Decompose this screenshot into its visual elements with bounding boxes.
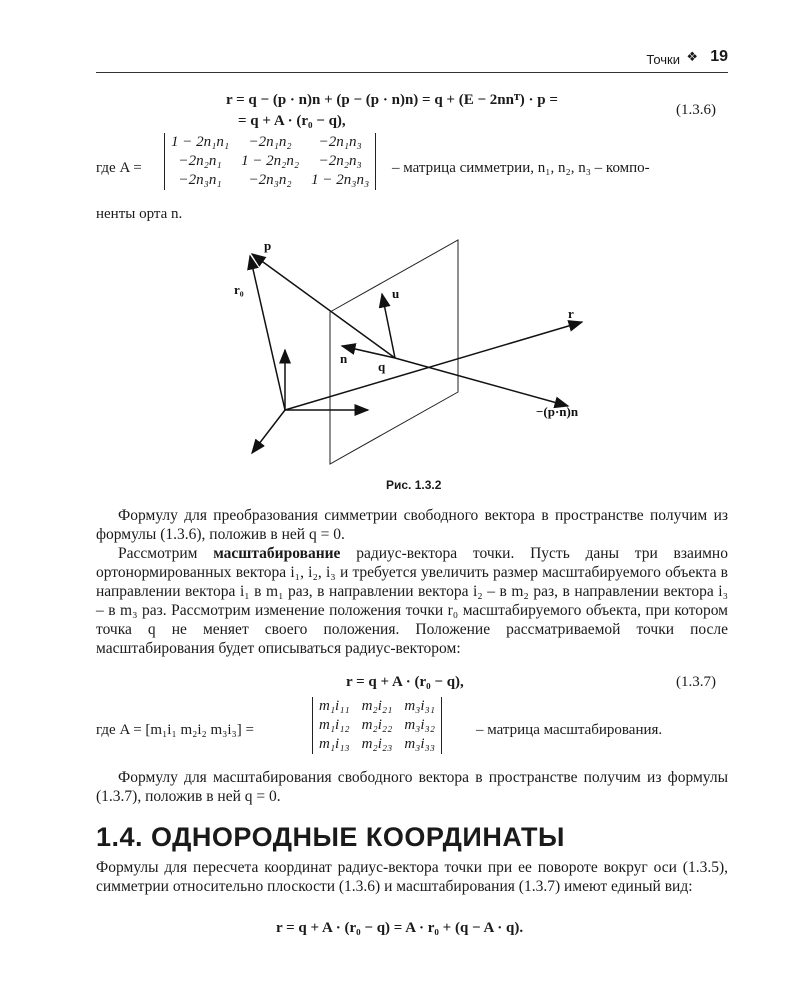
matrix-cell: m₃i₃₃ xyxy=(398,735,441,754)
matrix-cell: −2n₂n₃ xyxy=(305,152,376,171)
matrix-scale-tail: – матрица масштабирования. xyxy=(476,722,663,738)
matrix-row xyxy=(313,697,442,716)
label-q: q xyxy=(378,359,386,374)
matrix-scale-lead: где A = [m₁i₁ m₂i₂ m₃i₃] = xyxy=(96,722,254,738)
eq-136-line2: = q + A · (r₀ − q), xyxy=(238,113,346,129)
figure-1-3-2 xyxy=(230,232,610,472)
paragraph-3: Формулу для масштабирования свободного вектора в пространстве получим из формулы (1.3.7), положив в ней q = 0. xyxy=(96,769,728,805)
label-r0: r₀ xyxy=(234,282,244,297)
matrix-cell: 1 − 2n₁n₁ xyxy=(165,133,236,152)
label-r: r xyxy=(568,306,574,321)
matrix-cell: −2n₃n₂ xyxy=(248,172,292,188)
eq-136-line1: r = q − (p · n)n + (p − (p · n)n) = q + (E − 2nnᵀ) · p = xyxy=(226,92,558,108)
eq-137-number: (1.3.7) xyxy=(676,674,716,690)
matrix-cell: −2n₁n₃ xyxy=(305,133,376,152)
page-number: 19 xyxy=(710,48,728,65)
matrix-cell: m₂i₂₂ xyxy=(361,717,393,733)
matrix-cell: m₃i₃₂ xyxy=(398,716,441,735)
axis-y-arrow xyxy=(252,410,285,453)
body-text-1 xyxy=(96,506,728,658)
vector-r0 xyxy=(250,256,285,410)
running-header xyxy=(96,48,728,70)
paragraph-4: Формулы для пересчета координат радиус-вектора точки при ее повороте вокруг оси (1.3.5), симметрии относительно плоскости (1.3.6) и масштабирования (1.3.7) имеют единый вид: xyxy=(96,859,728,895)
term-scaling: масштабирование xyxy=(213,545,341,562)
vector-u xyxy=(382,294,395,358)
section-heading: 1.4. ОДНОРОДНЫЕ КООРДИНАТЫ xyxy=(96,822,565,852)
eq-137: r = q + A · (r₀ − q), xyxy=(346,674,464,690)
matrix-row xyxy=(313,716,442,735)
matrix-cell: m₂i₂₃ xyxy=(361,736,393,752)
matrix-cell: −2n₃n₁ xyxy=(165,171,236,190)
label-u: u xyxy=(392,286,400,301)
header-rule xyxy=(96,72,728,73)
matrix-sym-cont: ненты орта n. xyxy=(96,206,183,222)
matrix-cell: m₁i₁₃ xyxy=(313,735,356,754)
label-p: p xyxy=(264,238,272,253)
matrix-cell: m₁i₁₁ xyxy=(313,697,356,716)
matrix-cell: m₃i₃₁ xyxy=(398,697,441,716)
label-n: n xyxy=(340,351,348,366)
matrix-row xyxy=(165,152,376,171)
matrix-row xyxy=(313,735,442,754)
eq-136-number: (1.3.6) xyxy=(676,102,716,118)
matrix-sym-tail: – матрица симметрии, n₁, n₂, n₃ – компо- xyxy=(392,160,650,176)
paragraph-2: Рассмотрим масштабирование радиус-вектора точки. Пусть даны три взаимно ортонормированных вектора i₁, i₂, i₃ и требуется увеличить размер масштабируемого объекта в направлении вектора i₁ в m₁ раз, в направлении вектора i₂ – в m₂ раз, в направлении вектора i₃ – в m₃ раз. Рассмотрим изменение положения точки r₀ масштабируемого объекта, при котором точка q не меняет своего положения. Положение рассматриваемой точки после масштабирования будет описываться радиус-вектором: xyxy=(96,545,728,657)
matrix-cell: 1 − 2n₂n₂ xyxy=(241,153,300,169)
matrix-sym-lead: где A = xyxy=(96,160,142,176)
matrix-row xyxy=(165,171,376,190)
matrix-scaling xyxy=(312,697,442,754)
matrix-cell: −2n₁n₂ xyxy=(248,134,292,150)
matrix-cell: m₂i₂₁ xyxy=(361,698,393,714)
paragraph-1: Формулу для преобразования симметрии свободного вектора в пространстве получим из формулы (1.3.6), положив в ней q = 0. xyxy=(96,507,728,543)
label-pn: −(p·n)n xyxy=(536,404,579,419)
matrix-row xyxy=(165,133,376,152)
figure-caption: Рис. 1.3.2 xyxy=(386,478,442,492)
vector-pn xyxy=(395,358,568,406)
matrix-cell: m₁i₁₂ xyxy=(313,716,356,735)
body-text-2 xyxy=(96,768,728,806)
eq-final: r = q + A · (r₀ − q) = A · r₀ + (q − A · q). xyxy=(276,920,524,936)
matrix-symmetry xyxy=(164,133,376,190)
fleuron-icon: ❖ xyxy=(686,50,698,65)
header-title: Точки xyxy=(646,52,680,67)
matrix-cell: −2n₂n₁ xyxy=(165,152,236,171)
body-text-3 xyxy=(96,858,728,896)
matrix-cell: 1 − 2n₃n₃ xyxy=(305,171,376,190)
vector-p xyxy=(252,254,395,358)
